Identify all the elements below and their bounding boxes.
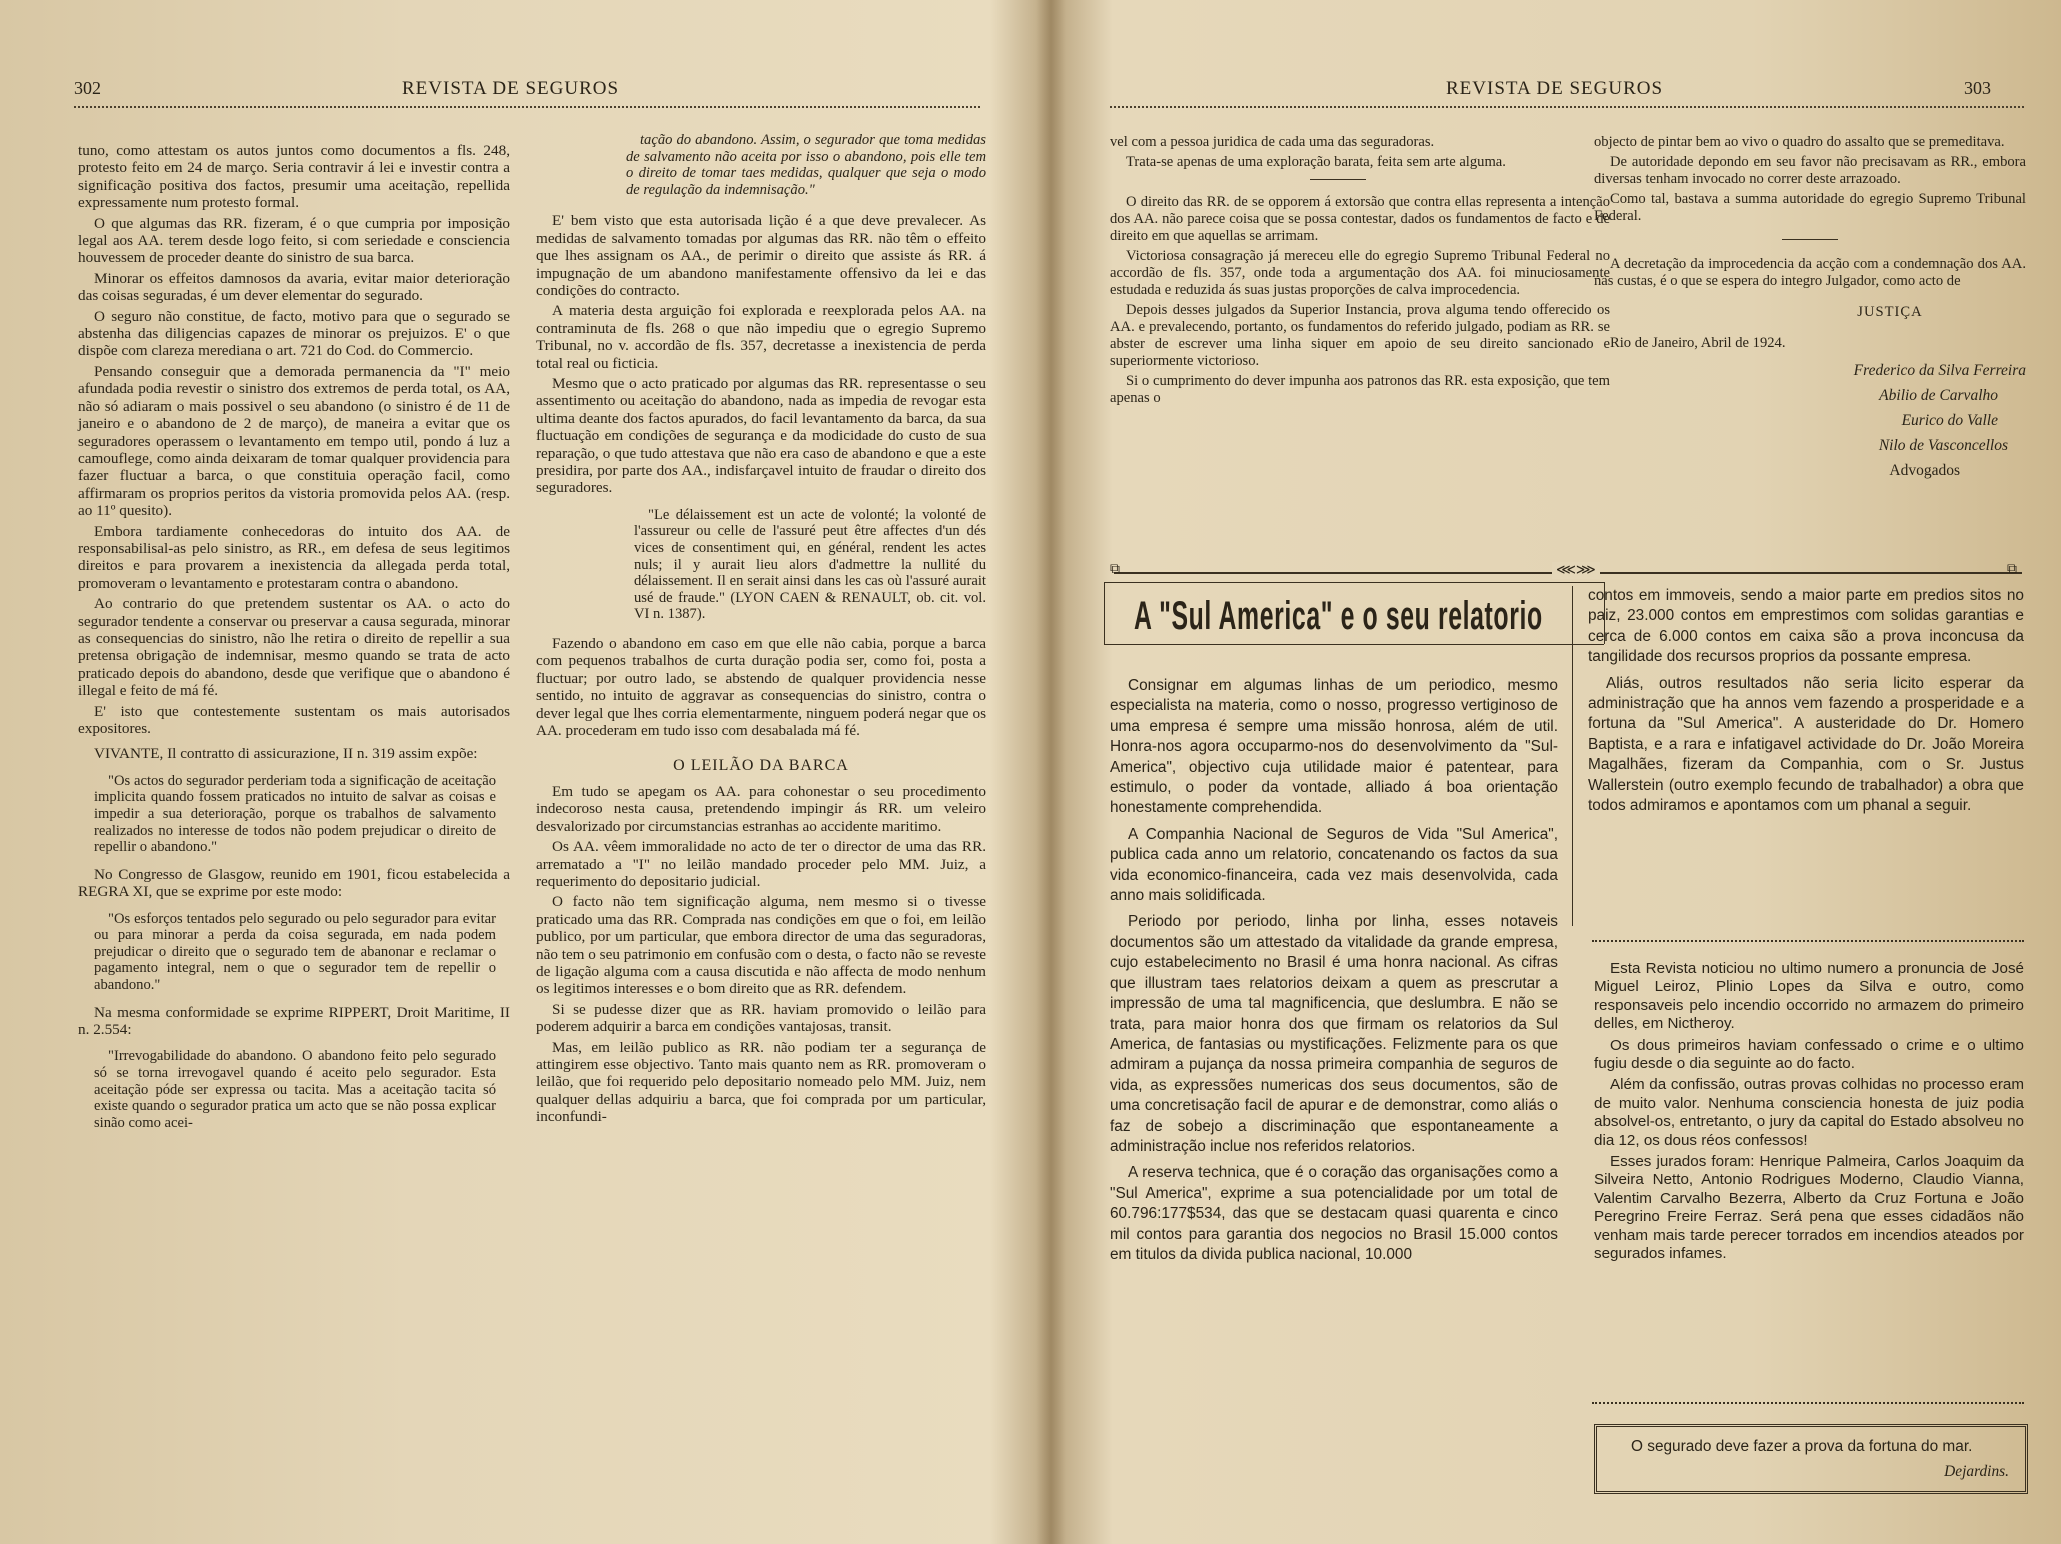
page-number: 302 — [74, 78, 101, 98]
paragraph: Mas, em leilão publico as RR. não podiam ter a segurança de attingirem esse objectivo. Tanto mais quanto nem as RR. promoveram o leilão, que foi requerido pelo depositario nomeado pelo MM. Juiz, nem qualquer dellas adquiriu a barca, que foi comprada por um particular, inconfundi- — [536, 1038, 986, 1126]
paragraph: Minorar os effeitos damnosos da avaria, evitar maior deterioração das coisas seguradas, é um dever elementar do segurado. — [78, 269, 510, 305]
running-head: REVISTA DE SEGUROS — [1446, 78, 1664, 99]
divider-end-ornament: ⧉ — [1110, 562, 1120, 577]
paragraph: Embora tardiamente conhecedoras do intuito dos AA. de responsabilisal-as pelo sinistro, as RR., em defesa de seus legitimos direitos e para provarem a inexistencia da allegada perda total, promoveram o levantamento e protestaram contra o abandono. — [78, 522, 510, 592]
section-title: O LEILÃO DA BARCA — [673, 757, 849, 775]
separator — [1782, 239, 1838, 240]
right-column-1 — [1110, 134, 1610, 410]
page-number: 303 — [1964, 78, 1991, 98]
headline-rule-top — [1104, 582, 1604, 583]
paragraph: vel com a pessoa juridica de cada uma das seguradoras. — [1110, 134, 1435, 150]
paragraph: O seguro não constitue, de facto, motivo para que o segurado se abstenha das diligencias capazes de minorar os prejuizos. E' o que dispõe com clareza merediana o art. 721 do Cod. do Commercio. — [78, 307, 510, 360]
paragraph: VIVANTE, Il contratto di assicurazione, II n. 319 assim expõe: — [94, 745, 478, 763]
paragraph: A decretação da improcedencia da acção com a condemnação dos AA. nas custas, é o que se espera do integro Julgador, como acto de — [1594, 256, 2026, 289]
column-rule — [1572, 586, 1573, 926]
headline-rule-bottom — [1104, 644, 1604, 645]
paragraph: De autoridade depondo em seu favor não precisavam as RR., embora diversas tenham invocado no correr deste arrazoado. — [1594, 154, 2026, 187]
justica-signoff: JUSTIÇA — [1857, 304, 1923, 320]
paragraph: Mesmo que o acto praticado por algumas das RR. representasse o seu assentimento ou aceitação do abandono, nada as impedia de revogar esta ultima deante dos factos apurados, do facil levantamento da barca, da sua fluctuação em condições de segurança e da modicidade do custo de sua reparação, o que tudo attestava que não era caso de abandono e que a este presidira, por parte dos AA., indisfarçavel intuito de fraudar o direito dos seguradores. — [536, 375, 986, 497]
paragraph: contos em immoveis, sendo a maior parte em predios sitos no paiz, 23.000 contos em emprestimos com solidas garantias e cerca de 6.000 contos em caixa são a prova inconcusa da tangilidade dos recursos proprios da possante empresa. — [1588, 587, 2024, 666]
dotted-separator — [1592, 1402, 2024, 1404]
paragraph: Esses jurados foram: Henrique Palmeira, Carlos Joaquim da Silveira Netto, Antonio Rodrigues Moderno, Claudio Vianna, Valentim Carvalho Bezerra, Alberto da Cruz Fortuna e João Peregrino Freire Ferraz. Será pena que esses cidadãos não venham mais tarde perecer torrados em incendios ateados por segurados infames. — [1594, 1153, 2024, 1263]
signatory: Eurico do Valle — [1901, 412, 1998, 429]
quote-box — [1594, 1424, 2028, 1494]
block-quote — [626, 132, 986, 198]
header-rule — [74, 106, 980, 108]
advogados-label: Advogados — [1889, 462, 1960, 479]
left-column-1 — [78, 142, 510, 1141]
paragraph: O que algumas das RR. fizeram, é o que cumpria por imposição legal aos AA. terem desde logo feito, si com seriedade e consciencia houvessem de proceder deante do sinistro de sua barca. — [78, 214, 510, 267]
signature-block — [1594, 358, 2026, 483]
paragraph: E' isto que contestemente sustentam os mais autorisados expositores. — [78, 702, 510, 737]
left-column-2 — [536, 132, 986, 1129]
block-quote — [94, 773, 496, 856]
news-item — [1594, 960, 2024, 1267]
paragraph: Depois desses julgados da Superior Instancia, prova alguma tendo offerecido os AA. e prevalecendo, portanto, os fundamentos do referido julgado, podiam as RR. se abster de escrever uma linha siquer em apoio de seu direito sancionado e superiormente victorioso. — [1110, 302, 1610, 369]
running-head: REVISTA DE SEGUROS — [402, 78, 620, 99]
dotted-separator — [1592, 940, 2024, 942]
signatory: Nilo de Vasconcellos — [1878, 437, 2008, 454]
header-rule — [1110, 106, 2024, 108]
paragraph: Victoriosa consagração já mereceu elle do egregio Supremo Tribunal Federal no accordão de fls. 357, onde toda a argumentação dos AA. foi minuciosamente estudada e reduzida ás suas justas proporções de calva improcedencia. — [1110, 248, 1610, 298]
paragraph: Si se pudesse dizer que as RR. haviam promovido o leilão para poderem adquirir a barca em condições vantajosas, transit. — [536, 1000, 986, 1036]
paragraph: Aliás, outros resultados não seria licito esperar da administração que ha annos vem fazendo a prosperidade e a fortuna da "Sul America". A austeridade do Dr. Homero Baptista, e a rara e infatigavel actividade do Dr. João Moreira Magalhães, fizeram da Companhia, com o Sr. Justus Wallerstein (outro exemplo fecundo de trabalhador) a obra que todos admiramos e apontamos com um phanal a seguir. — [1588, 674, 2024, 815]
article-column-1 — [1110, 676, 1558, 1267]
paragraph: A materia desta arguição foi explorada e reexplorada pelos AA. na contraminuta de fls. 268 o que não impediu que o egregio Supremo Tribunal, no v. accordão de fls. 357, decretasse a inexistencia de perda total real ou ficticia. — [536, 302, 986, 372]
article-headline: A "Sul America" e o seu relatorio — [1134, 594, 1543, 638]
date-line: Rio de Janeiro, Abril de 1924. — [1610, 335, 1786, 351]
block-quote — [94, 911, 496, 994]
divider-center-ornament: ⋘⋙ — [1552, 562, 1600, 579]
signatory: Abilio de Carvalho — [1879, 387, 1998, 404]
quote-text: "Os actos do segurador perderiam toda a significação de aceitação implicita quando fossem praticados no intuito de salvar as coisas e impedir a sua deterioração, porque os trabalhos de salvamento realizados no interesse de todos não podem prejudicar o direito de repellir o abandono." — [94, 772, 496, 856]
paragraph: Periodo por periodo, linha por linha, esses notaveis documentos são um attestado da vitalidade da grande empresa, cujo estabelecimento no Brasil é uma honra nacional. As cifras que illustram taes relatorios deixam a quem as prescrutar a impressão de uma tal magnificencia, que deslumbra. E não se trata, para maior honra dos que firmam os relatorios da Sul America, de fantasias ou mystificações. Felizmente para os que admiram a pujança da nossa primeira companhia de seguros de vida, as expressões numericas dos seus documentos, são de uma concretisação facil de apurar e de demonstrar, como aliás o faz de sobejo a discriminação que espontaneamente a administração inclue nos referidos relatorios. — [1110, 913, 1558, 1155]
block-quote — [94, 1048, 496, 1131]
right-column-2 — [1594, 134, 2026, 483]
signatory: Frederico da Silva Ferreira — [1853, 362, 2026, 379]
box-quote-author: Dejardins. — [1944, 1463, 2009, 1480]
divider-end-ornament: ⧉ — [2007, 562, 2017, 577]
paragraph: Os dous primeiros haviam confessado o crime e o ultimo fugiu desde o dia seguinte ao do facto. — [1594, 1036, 2024, 1073]
paragraph: Consignar em algumas linhas de um periodico, mesmo especialista na materia, como o nosso, progresso vertiginoso de uma empresa é sempre uma missão honrosa, além de util. Honra-nos agora occuparmo-nos do desenvolvimento da "Sul-America", objectivo cuja utilidade maior é patentear, para estimulo, o poder da vontade, alliado á boa orientação honestamente comprehendida. — [1110, 677, 1558, 817]
separator — [1310, 179, 1366, 180]
quote-text: "Le délaissement est un acte de volonté; la volonté de l'assureur ou celle de l'assuré peut être affectes d'un dés vices de consentiment qui, en général, rendent les actes nuls; il y aurait lieu alors d'admettre la nullité du délaissement. Il en serait ainsi dans les cas où l'assuré aurait usé de fraude." (LYON CAEN & RENAULT, ob. cit. vol. VI n. 1387). — [634, 506, 986, 623]
paragraph: objecto de pintar bem ao vivo o quadro do assalto que se premeditava. — [1594, 134, 2005, 150]
headline-rule-left — [1104, 582, 1105, 644]
paragraph: Os AA. vêem immoralidade no acto de ter o director de uma das RR. arrematado a "I" no leilão mandado proceder pelo MM. Juiz, a requerimento do depositario judicial. — [536, 838, 986, 890]
quote-text: "Irrevogabilidade do abandono. O abandono feito pelo segurado só se torna irrevogavel quando é aceito pelo segurador. Esta aceitação póde ser expressa ou tacita. Mas a aceitação tacita só existe quando o segurador pratica um acto que se não possa explicar sinão como acei- — [94, 1048, 496, 1131]
paragraph: A reserva technica, que é o coração das organisações como a "Sul America", exprime a sua potencialidade por um total de 60.796:177$534, das que se destacam quasi quarenta e cinco mil contos para garantia dos negocios no Brasil 15.000 contos em titulos da divida publica nacional, 10.000 — [1110, 1164, 1558, 1263]
paragraph: Pensando conseguir que a demorada permanencia da "I" meio afundada podia revestir o sinistro dos extremos de perda total, os AA, não só adiaram o mais possivel o seu abandono (o sinistro é de 11 de janeiro e o abandono de 2 de março), de maneira a evitar que os seguradores operassem o levantamento em tempo util, pondo á luz a camouflege, como ainda deixaram de tomar qualquer providencia para fazer fluctuar a barca, o que constituia operação facil, como affirmaram os proprios peritos da vistoria promovida pelos AA. (resp. ao 11º quesito). — [78, 362, 510, 520]
paragraph: Si o cumprimento do dever impunha aos patronos das RR. esta exposição, que tem apenas o — [1110, 373, 1610, 406]
paragraph: Fazendo o abandono em caso em que elle não cabia, porque a barca com pequenos trabalhos de curta duração podia ser, como foi, posta a fluctuar; por outro lado, se abstendo de qualquer providencia nesse sentido, no intuito de aggravar as consequencias do sinistro, contra o dever legal que lhes corria elementarmente, ninguem poderá negar que os AA. procederam em tudo isso com desabalada má fé. — [536, 635, 986, 740]
block-quote — [634, 507, 986, 623]
paragraph: Na mesma conformidade se exprime RIPPERT, Droit Maritime, II n. 2.554: — [78, 1003, 510, 1038]
paragraph: Como tal, bastava a summa autoridade do egregio Supremo Tribunal Federal. — [1594, 191, 2026, 224]
quote-text: "Os esforços tentados pelo segurado ou pelo segurador para evitar ou para minorar a perda da coisa segurada, em nada podem prejudicar o direito que o segurado tem de abanonar e reclamar o pagamento integral, nem o que o segurador tem de repellir o abandono." — [94, 910, 496, 993]
paragraph: tuno, como attestam os autos juntos como documentos a fls. 248, protesto feito em 24 de março. Seria contravir á lei e investir contra a significação positiva dos factos, presumir uma aceitação, repellida expressamente num protesto formal. — [78, 142, 510, 212]
paragraph: E' bem visto que esta autorisada lição é a que deve prevalecer. As medidas de salvamento tomadas por algumas das RR. não têm o effeito que lhes assignam os AA., de perimir o direito que assiste ás RR. á impugnação de um abandono manifestamente offensivo da lei e das condições do contracto. — [536, 212, 986, 299]
paragraph: Trata-se apenas de uma exploração barata, feita sem arte alguma. — [1126, 154, 1506, 170]
paragraph: No Congresso de Glasgow, reunido em 1901, ficou estabelecida a REGRA XI, que se exprime por este modo: — [78, 865, 510, 901]
article-column-2 — [1588, 586, 2024, 818]
paragraph: Ao contrario do que pretendem sustentar os AA. o acto do segurador tendente a conservar ou preservar a causa segurada, minorar as consequencias do sinistro, não lhe retira o direito de repellir a sua pretensa obrigação de indemnisar, mesmo quando se trata de acto praticado depois do abandono, desde que verifique que o abandono é illegal e feito de má fé. — [78, 595, 510, 700]
paragraph: A Companhia Nacional de Seguros de Vida "Sul America", publica cada anno um relatorio, concatenando os factos da sua vida economico-financeira, cada vez mais desenvolvida, cada anno mais solidificada. — [1110, 825, 1558, 905]
quote-text: tação do abandono. Assim, o segurador que toma medidas de salvamento não aceita por isso o abandono, pois elle tem o direito de tomar taes medidas, qualquer que seja o modo de regulação da indemnisação." — [626, 132, 986, 198]
box-quote-text: O segurado deve fazer a prova da fortuna do mar. — [1631, 1438, 1973, 1455]
paragraph: Esta Revista noticiou no ultimo numero a pronuncia de José Miguel Leiroz, Plinio Lopes da Silva e outro, como responsaveis pelo incendio occorrido no armazem do primeiro delles, em Nictheroy. — [1594, 960, 2024, 1033]
paragraph: Em tudo se apegam os AA. para cohonestar o seu procedimento indecoroso nesta causa, pretendendo impingir ás RR. um veleiro desvalorizado por circumstancias estranhas ao accidente maritimo. — [536, 782, 986, 835]
paragraph: O direito das RR. de se opporem á extorsão que contra ellas representa a intenção dos AA. não parece coisa que se possa contestar, dados os fundamentos de facto e de direito em que aquellas se arrimam. — [1110, 194, 1610, 244]
paragraph: Além da confissão, outras provas colhidas no processo eram de muito valor. Nenhuma consciencia honesta de juiz podia absolvel-os, entretanto, o jury da capital do Estado absolveu no dia 12, os dous réos confessos! — [1594, 1076, 2024, 1149]
paragraph: O facto não tem significação alguma, nem mesmo si o tivesse praticado uma das RR. Comprada nas condições em que o foi, em leilão publico, por um particular, que embora director de uma das seguradoras, não tem o seu patrimonio em confusão com o desta, o facto não se reveste de ligação alguma com a causa discutida e não affecta de modo nenhum os legitimos interesses e o bom direito que as RR. defendem. — [536, 893, 986, 998]
